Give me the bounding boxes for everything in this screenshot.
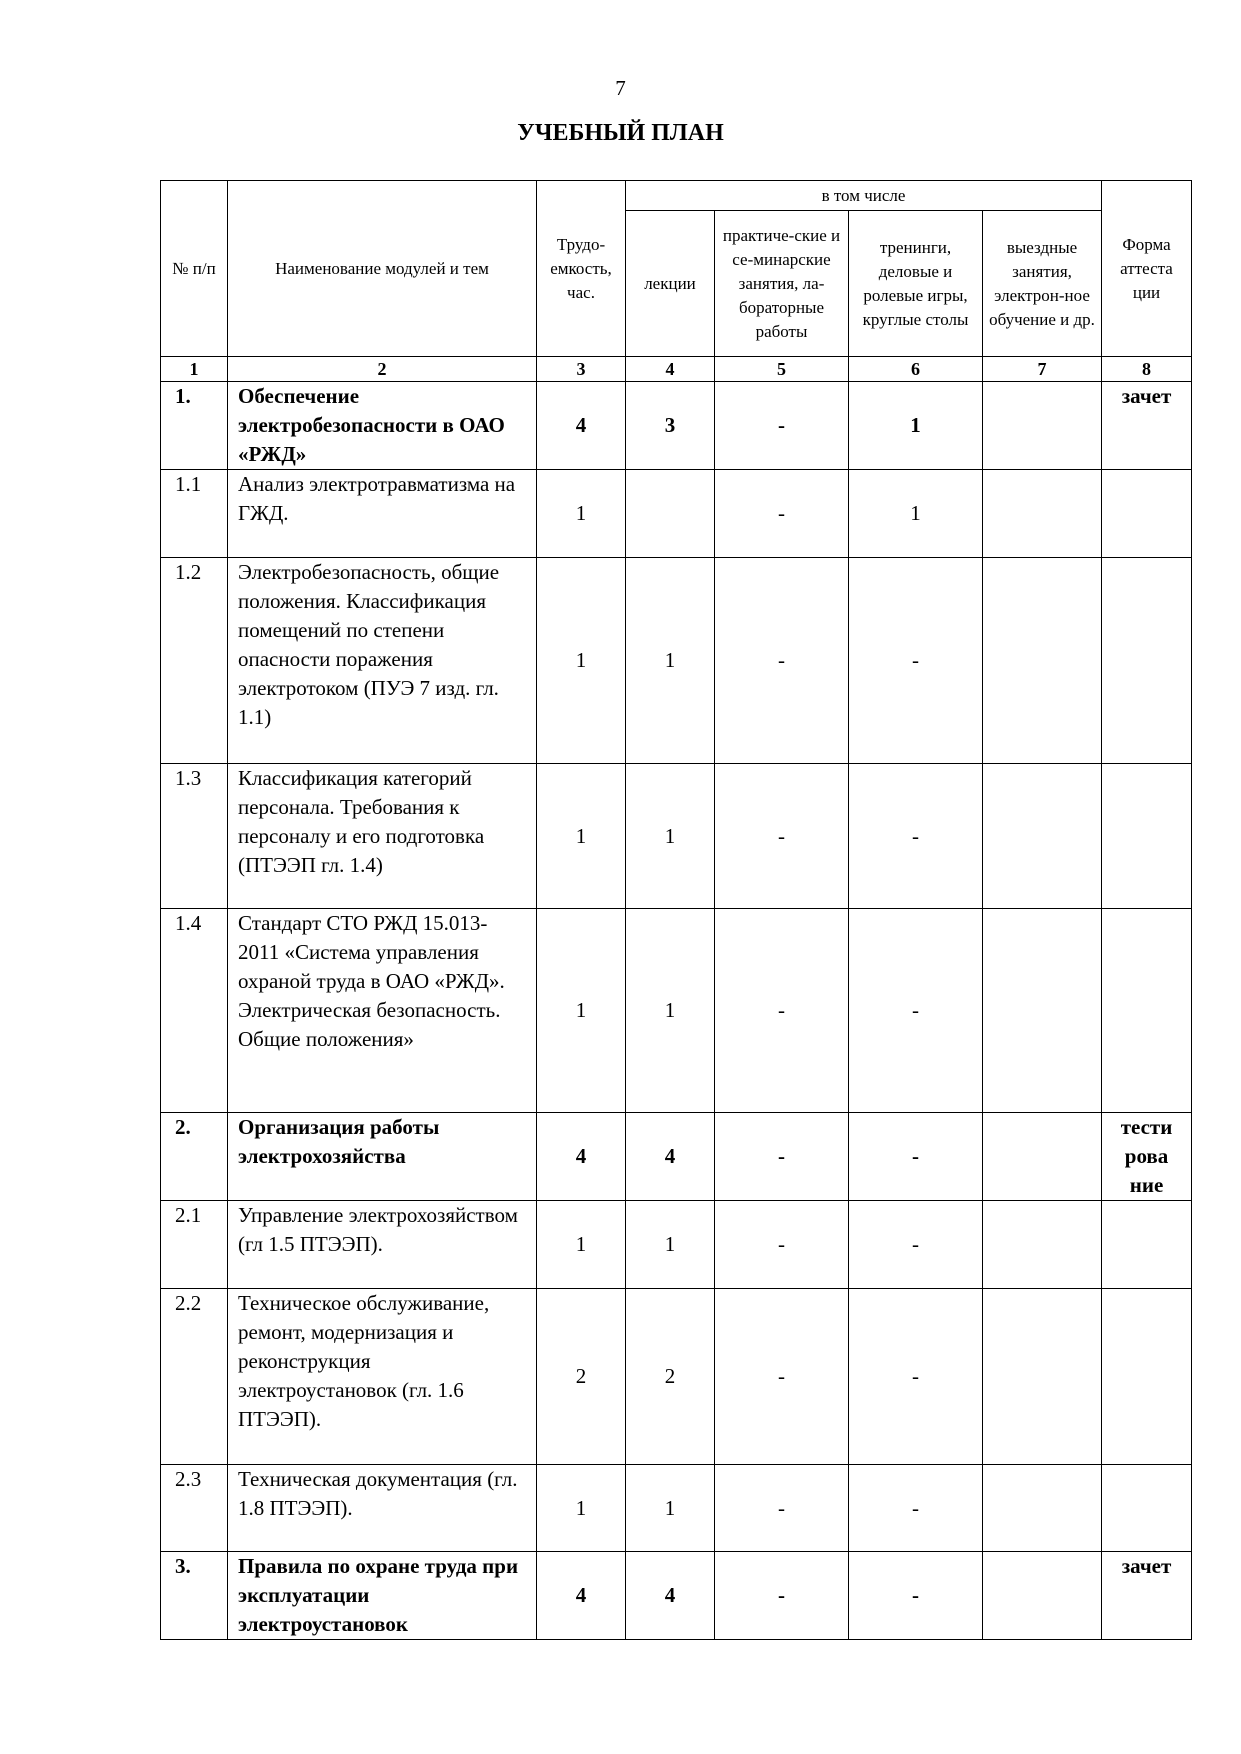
row-number: 3.	[161, 1552, 228, 1640]
column-number: 8	[1102, 357, 1192, 382]
row-away	[983, 382, 1102, 470]
row-number: 1.4	[161, 909, 228, 1113]
row-attestation: зачет	[1102, 382, 1192, 470]
column-number: 7	[983, 357, 1102, 382]
page-title: УЧЕБНЫЙ ПЛАН	[517, 120, 724, 146]
row-name: Классификация категорий персонала. Требования к персоналу и его подготовка (ПТЭЭП гл. 1.4)	[228, 764, 537, 909]
row-attestation: зачет	[1102, 1552, 1192, 1640]
header-lectures: лекции	[626, 211, 715, 357]
row-trainings: -	[849, 1465, 983, 1552]
topic-row	[161, 764, 1192, 909]
row-practical: -	[715, 1552, 849, 1640]
row-name: Обеспечение электробезопасности в ОАО «РЖД»	[228, 382, 537, 470]
module-row	[161, 1113, 1192, 1201]
module-row	[161, 382, 1192, 470]
row-attestation	[1102, 1465, 1192, 1552]
row-trainings: 1	[849, 382, 983, 470]
row-lectures: 4	[626, 1113, 715, 1201]
row-number: 1.1	[161, 470, 228, 558]
curriculum-table	[160, 180, 1192, 1640]
row-hours: 1	[537, 1465, 626, 1552]
row-name: Правила по охране труда при эксплуатации электроустановок	[228, 1552, 537, 1640]
module-row	[161, 1552, 1192, 1640]
row-lectures: 4	[626, 1552, 715, 1640]
row-number: 1.3	[161, 764, 228, 909]
row-attestation	[1102, 558, 1192, 764]
header-practical: практиче-ские и се-минарские занятия, ла-бораторные работы	[715, 211, 849, 357]
row-number: 1.2	[161, 558, 228, 764]
row-hours: 1	[537, 470, 626, 558]
row-practical: -	[715, 1289, 849, 1465]
row-hours: 4	[537, 1113, 626, 1201]
row-practical: -	[715, 382, 849, 470]
row-lectures: 1	[626, 909, 715, 1113]
row-lectures: 3	[626, 382, 715, 470]
row-name: Управление электрохозяйством (гл 1.5 ПТЭЭП).	[228, 1201, 537, 1289]
row-trainings: -	[849, 909, 983, 1113]
row-trainings: -	[849, 1289, 983, 1465]
row-attestation: тести рова ние	[1102, 1113, 1192, 1201]
row-number: 2.1	[161, 1201, 228, 1289]
page-number: 7	[615, 76, 626, 100]
row-attestation	[1102, 909, 1192, 1113]
row-trainings: 1	[849, 470, 983, 558]
row-number: 2.2	[161, 1289, 228, 1465]
row-name: Электробезопасность, общие положения. Классификация помещений по степени опасности поражения электротоком (ПУЭ 7 изд. гл. 1.1)	[228, 558, 537, 764]
row-away	[983, 558, 1102, 764]
column-number: 4	[626, 357, 715, 382]
row-number: 2.	[161, 1113, 228, 1201]
row-away	[983, 470, 1102, 558]
header-hours: Трудо-емкость, час.	[537, 181, 626, 357]
row-attestation	[1102, 1201, 1192, 1289]
row-hours: 1	[537, 558, 626, 764]
row-lectures: 1	[626, 764, 715, 909]
column-number: 1	[161, 357, 228, 382]
header-num: № п/п	[161, 181, 228, 357]
row-hours: 1	[537, 1201, 626, 1289]
row-name: Техническая документация (гл. 1.8 ПТЭЭП).	[228, 1465, 537, 1552]
header-name: Наименование модулей и тем	[228, 181, 537, 357]
row-away	[983, 1201, 1102, 1289]
row-away	[983, 1289, 1102, 1465]
row-practical: -	[715, 909, 849, 1113]
row-trainings: -	[849, 1201, 983, 1289]
row-practical: -	[715, 1465, 849, 1552]
topic-row	[161, 909, 1192, 1113]
header-trainings: тренинги, деловые и ролевые игры, круглые столы	[849, 211, 983, 357]
topic-row	[161, 1201, 1192, 1289]
row-lectures	[626, 470, 715, 558]
row-trainings: -	[849, 1552, 983, 1640]
row-away	[983, 1552, 1102, 1640]
header-including: в том числе	[626, 181, 1102, 211]
row-hours: 1	[537, 764, 626, 909]
header-form: Форма аттеста ции	[1102, 181, 1192, 357]
row-practical: -	[715, 470, 849, 558]
row-lectures: 1	[626, 1465, 715, 1552]
row-lectures: 1	[626, 558, 715, 764]
column-number: 2	[228, 357, 537, 382]
row-name: Техническое обслуживание, ремонт, модернизация и реконструкция электроустановок (гл. 1.6 ПТЭЭП).	[228, 1289, 537, 1465]
row-practical: -	[715, 1113, 849, 1201]
topic-row	[161, 1465, 1192, 1552]
row-away	[983, 909, 1102, 1113]
column-number: 3	[537, 357, 626, 382]
row-away	[983, 764, 1102, 909]
row-practical: -	[715, 1201, 849, 1289]
row-away	[983, 1113, 1102, 1201]
row-attestation	[1102, 1289, 1192, 1465]
topic-row	[161, 1289, 1192, 1465]
row-hours: 4	[537, 1552, 626, 1640]
row-practical: -	[715, 764, 849, 909]
topic-row	[161, 558, 1192, 764]
row-hours: 1	[537, 909, 626, 1113]
row-lectures: 2	[626, 1289, 715, 1465]
topic-row	[161, 470, 1192, 558]
row-attestation	[1102, 470, 1192, 558]
column-number: 5	[715, 357, 849, 382]
row-name: Анализ электротравматизма на ГЖД.	[228, 470, 537, 558]
column-number: 6	[849, 357, 983, 382]
row-name: Организация работы электрохозяйства	[228, 1113, 537, 1201]
row-hours: 4	[537, 382, 626, 470]
row-attestation	[1102, 764, 1192, 909]
row-away	[983, 1465, 1102, 1552]
row-number: 2.3	[161, 1465, 228, 1552]
row-name: Стандарт СТО РЖД 15.013-2011 «Система управления охраной труда в ОАО «РЖД». Электрическая безопасность. Общие положения»	[228, 909, 537, 1113]
header-away: выездные занятия, электрон-ное обучение и др.	[983, 211, 1102, 357]
row-trainings: -	[849, 558, 983, 764]
row-lectures: 1	[626, 1201, 715, 1289]
row-number: 1.	[161, 382, 228, 470]
row-practical: -	[715, 558, 849, 764]
row-hours: 2	[537, 1289, 626, 1465]
row-trainings: -	[849, 1113, 983, 1201]
row-trainings: -	[849, 764, 983, 909]
